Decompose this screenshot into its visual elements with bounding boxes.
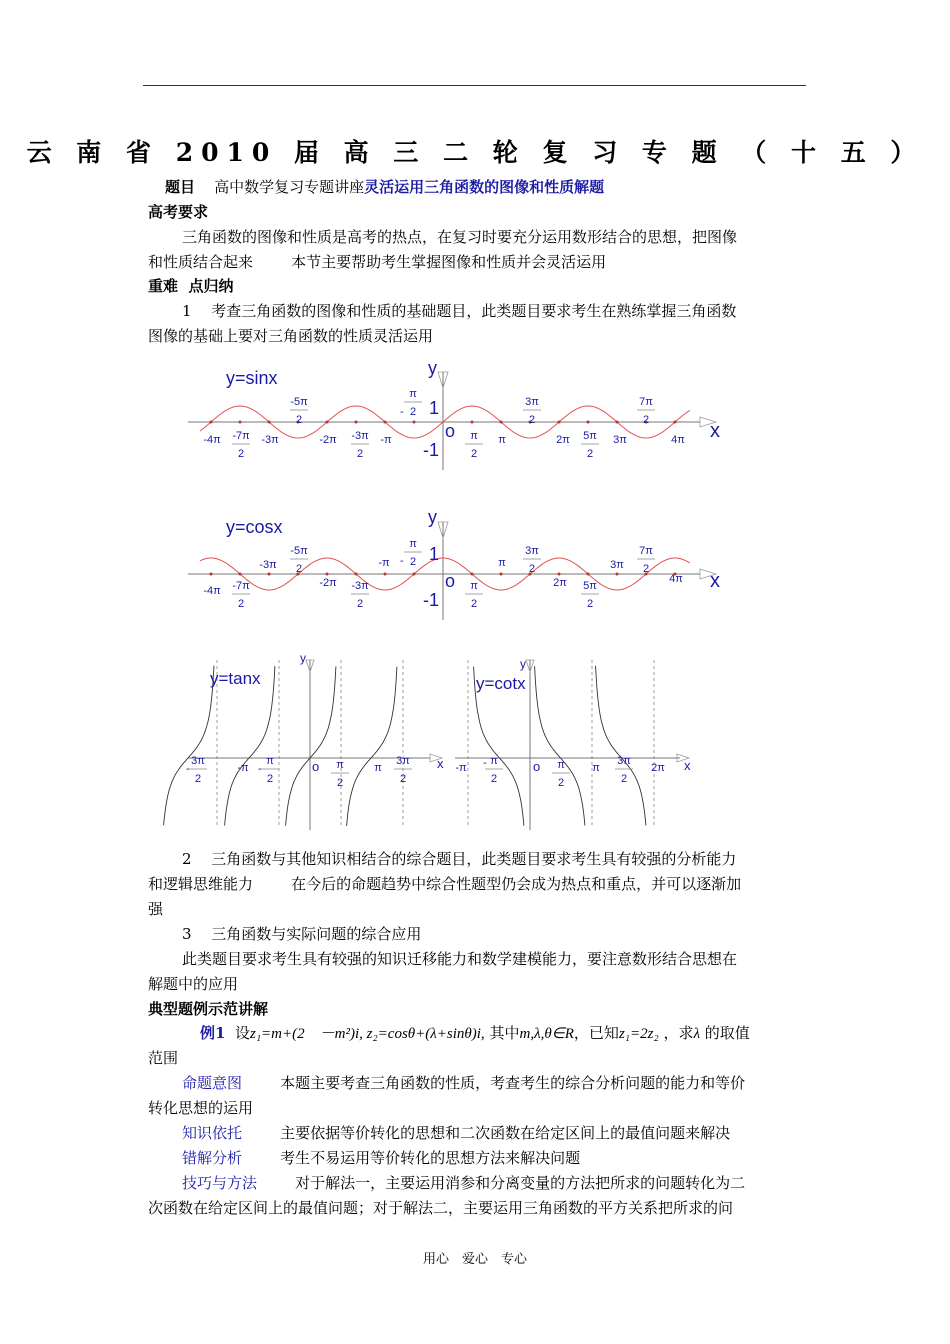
cos-y-label: y — [428, 507, 437, 527]
cos-tick-7pi2-num: 7π — [639, 545, 653, 557]
cos-tick-neg3pi2-den: 2 — [356, 598, 364, 610]
ex1-formula4: λ — [693, 1026, 700, 1042]
item3-line1: 此类题目要求考生具有较强的知识迁移能力和数学建模能力，要注意数形结合思想在 — [182, 950, 738, 968]
ex1-t4: ，求 — [663, 1024, 694, 1042]
cos-tick-7pi2-den: 2 — [642, 563, 650, 575]
sin-tick-5pi2-den: 2 — [586, 448, 594, 460]
tick-dot — [210, 421, 213, 424]
sin-tick-neg7pi2-den: 2 — [237, 448, 245, 460]
item1-line1: 1 考查三角函数的图像和性质的基础题目，此类题目要求考生在熟练掌握三角函数 — [182, 302, 737, 320]
error-label: 错解分析 — [182, 1149, 243, 1167]
sin-one: 1 — [429, 398, 440, 418]
tick-dot — [239, 573, 242, 576]
tan-branch-3 — [347, 667, 397, 826]
basis-text: 主要依据等价转化的思想和二次函数在给定区间上的最值问题来解决 — [280, 1124, 731, 1142]
section-key-b: 点归纳 — [188, 277, 234, 295]
section-exam: 高考要求 — [148, 203, 209, 221]
ex1-t3: ，已知 — [573, 1024, 619, 1042]
exam-p2a: 和性质结合起来 — [148, 253, 254, 271]
ex1-formula1: z₁=m+(2 －m²)i, z₂=cosθ+(λ+sinθ)i, — [250, 1026, 485, 1042]
example1-label: 例1 — [200, 1024, 226, 1042]
item3-line2: 解题中的应用 — [148, 975, 239, 993]
cot-tick-2pi: 2π — [651, 762, 665, 774]
ex1-formula3: z₁=2z₂ — [618, 1026, 659, 1042]
tick-dot — [587, 421, 590, 424]
tick-dot — [616, 421, 619, 424]
cos-tick-negpi2-den: 2 — [409, 556, 417, 568]
tick-dot — [384, 421, 387, 424]
tick-dot — [471, 421, 474, 424]
sin-tick-7pi2-den: 2 — [642, 414, 650, 426]
cot-branch-2 — [596, 666, 646, 826]
cos-tick-negpi: -π — [378, 557, 390, 569]
tan-tick-negpi2-den: 2 — [266, 773, 274, 785]
sin-origin: o — [445, 421, 456, 441]
sin-graph — [188, 358, 720, 470]
cot-tick-negpi: -π — [455, 762, 467, 774]
sin-tick-pi: π — [498, 434, 506, 446]
sin-tick-3pi2-num: 3π — [525, 396, 539, 408]
tick-dot — [413, 573, 416, 576]
sin-tick-neg3pi: -3π — [261, 434, 279, 446]
cot-origin: o — [533, 759, 541, 774]
intent-line2: 转化思想的运用 — [148, 1099, 254, 1117]
item3-title: 3 三角函数与实际问题的综合应用 — [182, 925, 422, 943]
cot-tick-negpi2-den: 2 — [490, 773, 498, 785]
intent-label: 命题意图 — [182, 1074, 243, 1092]
cot-tick-pi: π — [592, 762, 600, 774]
skill-label: 技巧与方法 — [182, 1174, 258, 1192]
tick-dot — [268, 573, 271, 576]
cos-tick-neg2pi: -2π — [319, 577, 337, 589]
cot-tick-3pi2-num: 3π — [617, 755, 631, 767]
example1-line2: 范围 — [148, 1049, 179, 1067]
cos-tick-pi2-num: π — [470, 580, 478, 592]
cot-tick-pi2-num: π — [557, 759, 565, 771]
tick-dot — [500, 421, 503, 424]
tick-dot — [413, 421, 416, 424]
sin-tick-negpi2-den: 2 — [409, 406, 417, 418]
ex1-t1: 设 — [234, 1024, 250, 1042]
cos-tick-pi2-den: 2 — [470, 598, 478, 610]
cot-graph — [455, 657, 691, 830]
section-key-a: 重难 — [148, 277, 179, 295]
tick-dot — [355, 421, 358, 424]
tick-dot — [326, 421, 329, 424]
cos-tick-neg5pi2-num: -5π — [290, 545, 308, 557]
tick-dot — [558, 421, 561, 424]
cot-tick-3pi2-den: 2 — [620, 773, 628, 785]
sin-tick-5pi2-num: 5π — [583, 430, 597, 442]
tan-branch-1 — [225, 666, 275, 826]
page-footer: 用心 爱心 专心 — [422, 1252, 527, 1267]
cos-x-label: x — [710, 570, 720, 592]
cot-label: y=cotx — [476, 674, 526, 693]
tan-tick-minus2: - — [258, 763, 262, 775]
tan-tick-pi: π — [374, 762, 382, 774]
cos-tick-minus: - — [400, 555, 404, 567]
tan-branch-0 — [164, 666, 214, 826]
exam-paragraph-1: 三角函数的图像和性质是高考的热点，在复习时要充分运用数形结合的思想，把图像 — [182, 228, 738, 246]
item2-line2 — [148, 872, 741, 897]
sin-tick-2pi: 2π — [556, 434, 570, 446]
intent-text1: 本题主要考查三角函数的性质，考查考生的综合分析问题的能力和等价 — [280, 1074, 746, 1092]
sin-tick-4pi: 4π — [671, 434, 685, 446]
item1-line2: 图像的基础上要对三角函数的性质灵活运用 — [148, 327, 434, 345]
sin-label: y=sinx — [226, 368, 278, 388]
tan-origin: o — [312, 759, 320, 774]
tick-dot — [239, 421, 242, 424]
tan-tick-negpi: -π — [237, 762, 249, 774]
cos-tick-3pi2-den: 2 — [528, 563, 536, 575]
tan-tick-neg3pi2-den: 2 — [194, 773, 202, 785]
tick-dot — [500, 573, 503, 576]
topic-highlight: 灵活运用三角函数的图像和性质解题 — [364, 178, 605, 196]
tan-branch-2 — [286, 666, 336, 825]
ex1-t2: 其中 — [489, 1024, 520, 1042]
sin-neg-one: -1 — [423, 440, 440, 460]
tick-dot — [558, 573, 561, 576]
cot-tick-pi2-den: 2 — [557, 777, 565, 789]
page-title: 云 南 省 2010 届 高 三 二 轮 复 习 专 题 （ 十 五 ） — [26, 138, 924, 167]
tan-tick-negpi2-num: π — [266, 755, 274, 767]
tan-y-label: y — [300, 651, 306, 665]
tick-dot — [268, 421, 271, 424]
cos-tick-pi: π — [498, 557, 506, 569]
sin-tick-minus: - — [400, 406, 404, 418]
cos-tick-3pi: 3π — [610, 559, 624, 571]
sin-tick-3pi: 3π — [613, 434, 627, 446]
ex1-t5: 的取值 — [704, 1024, 750, 1042]
cos-tick-neg4pi: -4π — [203, 585, 221, 597]
tan-label: y=tanx — [210, 669, 261, 688]
cot-tick-negpi2-num: π — [490, 755, 498, 767]
tick-dot — [384, 573, 387, 576]
cos-tick-negpi2-num: π — [409, 538, 417, 550]
tan-tick-minus1: - — [186, 763, 190, 775]
sin-x-label: x — [710, 420, 720, 442]
cos-origin: o — [445, 571, 456, 591]
tan-graph — [164, 651, 444, 830]
cos-tick-neg7pi2-den: 2 — [237, 598, 245, 610]
cos-one: 1 — [429, 544, 440, 564]
skill-line1 — [182, 1171, 745, 1196]
tick-dot — [210, 573, 213, 576]
basis-label: 知识依托 — [182, 1124, 243, 1142]
tick-dot — [674, 421, 677, 424]
sin-tick-neg3pi2-den: 2 — [356, 448, 364, 460]
topic-label: 题目 — [165, 178, 196, 196]
cot-y-label: y — [520, 657, 526, 671]
basis-line — [182, 1121, 730, 1146]
cos-tick-neg5pi2-den: 2 — [295, 563, 303, 575]
ex1-formula2: m,λ,θ∈R — [519, 1026, 574, 1042]
tick-dot — [587, 573, 590, 576]
sin-tick-pi2-num: π — [470, 430, 478, 442]
cot-branch-1 — [535, 666, 585, 825]
tick-dot — [616, 573, 619, 576]
item2-line1: 2 三角函数与其他知识相结合的综合题目，此类题目要求考生具有较强的分析能力 — [182, 850, 737, 868]
cos-tick-neg7pi2-num: -7π — [232, 580, 250, 592]
sin-tick-neg2pi: -2π — [319, 434, 337, 446]
tan-x-label: x — [437, 756, 444, 771]
sin-tick-7pi2-num: 7π — [639, 396, 653, 408]
sin-tick-negpi: -π — [380, 434, 392, 446]
item2-p2a: 和逻辑思维能力 — [148, 875, 254, 893]
skill-text1: 对于解法一，主要运用消参和分离变量的方法把所求的问题转化为二 — [295, 1174, 746, 1192]
cos-graph — [188, 507, 720, 620]
error-line — [182, 1146, 580, 1171]
sin-tick-pi2-den: 2 — [470, 448, 478, 460]
sin-tick-neg7pi2-num: -7π — [232, 430, 250, 442]
cot-x-label: x — [684, 758, 691, 773]
intent-line1 — [182, 1071, 745, 1096]
cos-label: y=cosx — [226, 517, 283, 537]
item2-p2b: 在今后的命题趋势中综合性题型仍会成为热点和重点，并可以逐渐加 — [291, 875, 742, 893]
tan-tick-3pi2-den: 2 — [399, 773, 407, 785]
sin-tick-neg3pi2-num: -3π — [351, 430, 369, 442]
cos-tick-5pi2-den: 2 — [586, 598, 594, 610]
exam-p2b: 本节主要帮助考生掌握图像和性质并会灵活运用 — [291, 253, 607, 271]
sin-tick-neg5pi2-num: -5π — [290, 396, 308, 408]
tan-tick-pi2-num: π — [336, 759, 344, 771]
sin-tick-neg4pi: -4π — [203, 434, 221, 446]
cos-tick-4pi: 4π — [669, 573, 683, 585]
cos-neg-one: -1 — [423, 590, 440, 610]
sin-tick-neg5pi2-den: 2 — [295, 414, 303, 426]
tan-tick-3pi2-num: 3π — [396, 755, 410, 767]
sin-tick-negpi2-num: π — [409, 388, 417, 400]
skill-line2: 次函数在给定区间上的最值问题；对于解法二，主要运用三角函数的平方关系把所求的问 — [148, 1199, 734, 1217]
cos-tick-2pi: 2π — [553, 577, 567, 589]
sin-y-label: y — [428, 358, 437, 378]
tan-tick-pi2-den: 2 — [336, 777, 344, 789]
example1-line1 — [200, 1021, 750, 1047]
cos-tick-neg3pi2-num: -3π — [351, 580, 369, 592]
section-examples: 典型题例示范讲解 — [148, 1000, 269, 1018]
tick-dot — [471, 573, 474, 576]
cos-tick-3pi2-num: 3π — [525, 545, 539, 557]
topic-text: 高中数学复习专题讲座 — [214, 178, 365, 196]
cos-tick-5pi2-num: 5π — [583, 580, 597, 592]
item2-line3: 强 — [148, 900, 164, 918]
tick-dot — [355, 573, 358, 576]
sin-tick-3pi2-den: 2 — [528, 414, 536, 426]
tick-dot — [326, 573, 329, 576]
tan-tick-neg3pi2-num: 3π — [191, 755, 205, 767]
cos-tick-neg3pi: -3π — [259, 559, 277, 571]
cot-tick-minus: - — [483, 757, 487, 769]
error-text: 考生不易运用等价转化的思想方法来解决问题 — [280, 1149, 581, 1167]
